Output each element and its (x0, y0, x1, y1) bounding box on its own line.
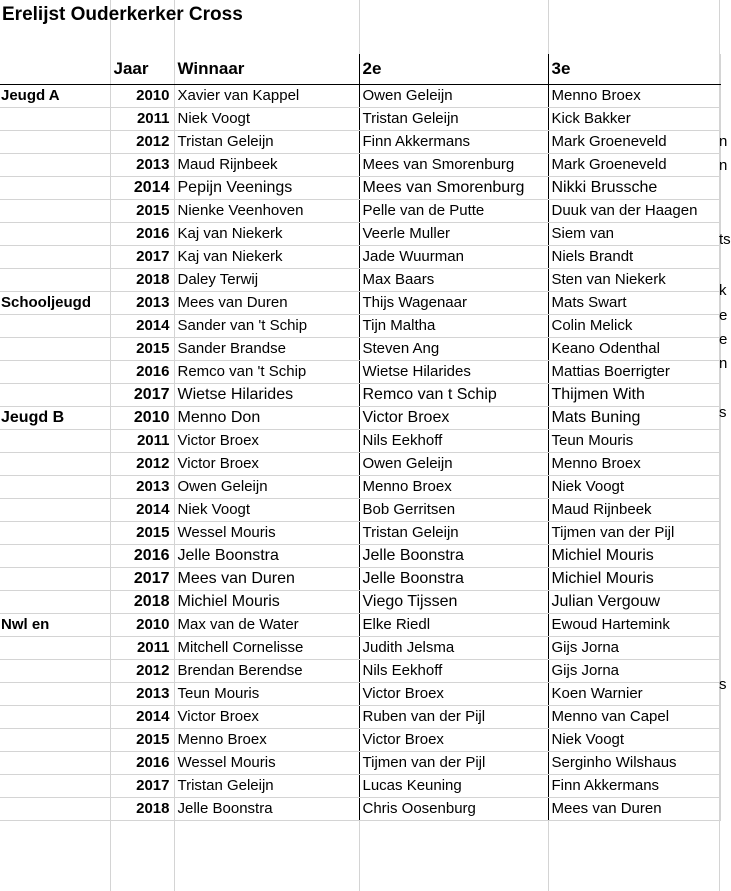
third-place-cell[interactable]: Niek Voogt (548, 728, 720, 751)
third-place-cell[interactable]: Keano Odenthal (548, 337, 720, 360)
year-cell[interactable]: 2016 (110, 222, 174, 245)
winner-cell[interactable]: Victor Broex (174, 452, 359, 475)
table-row (0, 360, 720, 383)
year-cell[interactable]: 2016 (110, 544, 174, 567)
second-place-cell[interactable]: Wietse Hilarides (359, 360, 548, 383)
second-place-cell[interactable]: Victor Broex (359, 728, 548, 751)
year-cell[interactable]: 2012 (110, 452, 174, 475)
winner-cell[interactable]: Xavier van Kappel (174, 84, 359, 107)
table-row (0, 682, 720, 705)
winner-cell[interactable]: Niek Voogt (174, 107, 359, 130)
second-place-cell[interactable]: Lucas Keuning (359, 774, 548, 797)
year-cell[interactable]: 2014 (110, 498, 174, 521)
year-cell[interactable]: 2011 (110, 636, 174, 659)
second-place-cell[interactable]: Tristan Geleijn (359, 107, 548, 130)
table-row (0, 406, 720, 429)
header-category[interactable] (0, 54, 110, 84)
year-cell[interactable]: 2017 (110, 567, 174, 590)
category-cell[interactable] (0, 659, 110, 682)
year-cell[interactable]: 2018 (110, 590, 174, 613)
edge-fragment: n (719, 355, 728, 372)
category-cell[interactable]: Jeugd A (0, 84, 110, 107)
second-place-cell[interactable]: Finn Akkermans (359, 130, 548, 153)
table-row (0, 613, 720, 636)
category-cell[interactable] (0, 314, 110, 337)
third-place-cell[interactable]: Serginho Wilshaus (548, 751, 720, 774)
category-cell[interactable] (0, 774, 110, 797)
edge-fragment: ts (719, 231, 731, 248)
winner-cell[interactable]: Owen Geleijn (174, 475, 359, 498)
category-cell[interactable] (0, 153, 110, 176)
category-cell[interactable] (0, 682, 110, 705)
second-place-cell[interactable]: Jelle Boonstra (359, 567, 548, 590)
third-place-cell[interactable]: Duuk van der Haagen (548, 199, 720, 222)
year-cell[interactable]: 2017 (110, 774, 174, 797)
winner-cell[interactable]: Menno Don (174, 406, 359, 429)
edge-fragment: n (719, 133, 728, 150)
second-place-cell[interactable]: Nils Eekhoff (359, 659, 548, 682)
edge-fragment: k (719, 282, 727, 299)
winner-cell[interactable]: Daley Terwij (174, 268, 359, 291)
edge-fragment: n (719, 157, 728, 174)
third-place-cell[interactable]: Julian Vergouw (548, 590, 720, 613)
table-row (0, 130, 720, 153)
edge-fragment: e (719, 331, 728, 348)
winner-cell[interactable]: Jelle Boonstra (174, 544, 359, 567)
category-cell[interactable] (0, 544, 110, 567)
winner-cell[interactable]: Maud Rijnbeek (174, 153, 359, 176)
category-cell[interactable] (0, 383, 110, 406)
winner-cell[interactable]: Max van de Water (174, 613, 359, 636)
category-cell[interactable] (0, 360, 110, 383)
category-cell[interactable]: Nwl en (0, 613, 110, 636)
third-place-cell[interactable]: Mattias Boerrigter (548, 360, 720, 383)
third-place-cell[interactable]: Ewoud Hartemink (548, 613, 720, 636)
winner-cell[interactable]: Nienke Veenhoven (174, 199, 359, 222)
edge-fragment: e (719, 307, 728, 324)
year-cell[interactable]: 2014 (110, 176, 174, 199)
table-row (0, 153, 720, 176)
third-place-cell[interactable]: Koen Warnier (548, 682, 720, 705)
category-cell[interactable] (0, 797, 110, 820)
third-place-cell[interactable]: Menno Broex (548, 84, 720, 107)
table-row (0, 84, 720, 107)
winner-cell[interactable]: Mees van Duren (174, 567, 359, 590)
winner-cell[interactable]: Brendan Berendse (174, 659, 359, 682)
winner-cell[interactable]: Teun Mouris (174, 682, 359, 705)
table-row (0, 337, 720, 360)
second-place-cell[interactable]: Tristan Geleijn (359, 521, 548, 544)
second-place-cell[interactable]: Tijn Maltha (359, 314, 548, 337)
second-place-cell[interactable]: Owen Geleijn (359, 84, 548, 107)
third-place-cell[interactable]: Mark Groeneveld (548, 130, 720, 153)
second-place-cell[interactable]: Remco van t Schip (359, 383, 548, 406)
year-cell[interactable]: 2016 (110, 360, 174, 383)
table-row (0, 107, 720, 130)
third-place-cell[interactable]: Siem van (548, 222, 720, 245)
second-place-cell[interactable]: Max Baars (359, 268, 548, 291)
winner-cell[interactable]: Mees van Duren (174, 291, 359, 314)
table-row (0, 797, 720, 820)
third-place-cell[interactable]: Maud Rijnbeek (548, 498, 720, 521)
year-cell[interactable]: 2013 (110, 682, 174, 705)
winner-cell[interactable]: Remco van 't Schip (174, 360, 359, 383)
year-cell[interactable]: 2016 (110, 751, 174, 774)
third-place-cell[interactable]: Thijmen With (548, 383, 720, 406)
table-row (0, 659, 720, 682)
second-place-cell[interactable]: Thijs Wagenaar (359, 291, 548, 314)
winner-cell[interactable]: Sander van 't Schip (174, 314, 359, 337)
category-cell[interactable] (0, 222, 110, 245)
winner-cell[interactable]: Wessel Mouris (174, 521, 359, 544)
third-place-cell[interactable]: Menno Broex (548, 452, 720, 475)
category-cell[interactable] (0, 498, 110, 521)
year-cell[interactable]: 2015 (110, 199, 174, 222)
year-cell[interactable]: 2018 (110, 268, 174, 291)
table-row (0, 521, 720, 544)
year-cell[interactable]: 2014 (110, 705, 174, 728)
third-place-cell[interactable]: Gijs Jorna (548, 659, 720, 682)
third-place-cell[interactable]: Mats Swart (548, 291, 720, 314)
table-row (0, 705, 720, 728)
year-cell[interactable]: 2018 (110, 797, 174, 820)
year-cell[interactable]: 2010 (110, 84, 174, 107)
third-place-cell[interactable]: Menno van Capel (548, 705, 720, 728)
category-cell[interactable] (0, 636, 110, 659)
winner-cell[interactable]: Michiel Mouris (174, 590, 359, 613)
second-place-cell[interactable]: Jelle Boonstra (359, 544, 548, 567)
year-cell[interactable]: 2015 (110, 728, 174, 751)
winner-cell[interactable]: Jelle Boonstra (174, 797, 359, 820)
table-row (0, 245, 720, 268)
category-cell[interactable] (0, 728, 110, 751)
winner-cell[interactable]: Mitchell Cornelisse (174, 636, 359, 659)
second-place-cell[interactable]: Victor Broex (359, 406, 548, 429)
category-cell[interactable] (0, 337, 110, 360)
third-place-cell[interactable]: Michiel Mouris (548, 544, 720, 567)
second-place-cell[interactable]: Bob Gerritsen (359, 498, 548, 521)
year-cell[interactable]: 2014 (110, 314, 174, 337)
year-cell[interactable]: 2012 (110, 659, 174, 682)
year-cell[interactable]: 2012 (110, 130, 174, 153)
table-row (0, 268, 720, 291)
third-place-cell[interactable]: Sten van Niekerk (548, 268, 720, 291)
third-place-cell[interactable]: Mees van Duren (548, 797, 720, 820)
second-place-cell[interactable]: Veerle Muller (359, 222, 548, 245)
second-place-cell[interactable]: Viego Tijssen (359, 590, 548, 613)
winner-cell[interactable]: Victor Broex (174, 705, 359, 728)
table-row (0, 498, 720, 521)
table-row (0, 636, 720, 659)
winner-cell[interactable]: Victor Broex (174, 429, 359, 452)
table-row (0, 751, 720, 774)
winner-cell[interactable]: Niek Voogt (174, 498, 359, 521)
table-row (0, 544, 720, 567)
third-place-cell[interactable]: Kick Bakker (548, 107, 720, 130)
second-place-cell[interactable]: Judith Jelsma (359, 636, 548, 659)
third-place-cell[interactable]: Colin Melick (548, 314, 720, 337)
table-row (0, 429, 720, 452)
third-place-cell[interactable]: Finn Akkermans (548, 774, 720, 797)
third-place-cell[interactable]: Gijs Jorna (548, 636, 720, 659)
year-cell[interactable]: 2017 (110, 383, 174, 406)
table-row (0, 291, 720, 314)
third-place-cell[interactable]: Mats Buning (548, 406, 720, 429)
table-row (0, 590, 720, 613)
table-row (0, 728, 720, 751)
table-row (0, 176, 720, 199)
category-cell[interactable] (0, 751, 110, 774)
table-row (0, 199, 720, 222)
category-cell[interactable] (0, 567, 110, 590)
header-3e[interactable]: 3e (548, 54, 720, 84)
winner-cell[interactable]: Tristan Geleijn (174, 130, 359, 153)
honor-roll-table (0, 54, 721, 821)
third-place-cell[interactable]: Nikki Brussche (548, 176, 720, 199)
third-place-cell[interactable]: Michiel Mouris (548, 567, 720, 590)
second-place-cell[interactable]: Mees van Smorenburg (359, 153, 548, 176)
third-place-cell[interactable]: Mark Groeneveld (548, 153, 720, 176)
category-cell[interactable] (0, 130, 110, 153)
year-cell[interactable]: 2010 (110, 613, 174, 636)
category-cell[interactable] (0, 176, 110, 199)
category-cell[interactable]: Jeugd B (0, 406, 110, 429)
year-cell[interactable]: 2010 (110, 406, 174, 429)
third-place-cell[interactable]: Niels Brandt (548, 245, 720, 268)
category-cell[interactable] (0, 452, 110, 475)
table-row (0, 314, 720, 337)
winner-cell[interactable]: Kaj van Niekerk (174, 222, 359, 245)
year-cell[interactable]: 2013 (110, 153, 174, 176)
winner-cell[interactable]: Wessel Mouris (174, 751, 359, 774)
winner-cell[interactable]: Kaj van Niekerk (174, 245, 359, 268)
third-place-cell[interactable]: Teun Mouris (548, 429, 720, 452)
table-row (0, 452, 720, 475)
second-place-cell[interactable]: Jade Wuurman (359, 245, 548, 268)
year-cell[interactable]: 2013 (110, 291, 174, 314)
category-cell[interactable]: Schooljeugd (0, 291, 110, 314)
second-place-cell[interactable]: Tijmen van der Pijl (359, 751, 548, 774)
second-place-cell[interactable]: Elke Riedl (359, 613, 548, 636)
category-cell[interactable] (0, 590, 110, 613)
second-place-cell[interactable]: Owen Geleijn (359, 452, 548, 475)
category-cell[interactable] (0, 429, 110, 452)
second-place-cell[interactable]: Nils Eekhoff (359, 429, 548, 452)
third-place-cell[interactable]: Niek Voogt (548, 475, 720, 498)
table-row (0, 567, 720, 590)
category-cell[interactable] (0, 705, 110, 728)
category-cell[interactable] (0, 268, 110, 291)
winner-cell[interactable]: Sander Brandse (174, 337, 359, 360)
table-row (0, 475, 720, 498)
header-row (0, 54, 720, 84)
year-cell[interactable]: 2011 (110, 429, 174, 452)
edge-fragment: s (719, 676, 727, 693)
third-place-cell[interactable]: Tijmen van der Pijl (548, 521, 720, 544)
year-cell[interactable]: 2013 (110, 475, 174, 498)
header-winnaar[interactable]: Winnaar (174, 54, 359, 84)
category-cell[interactable] (0, 521, 110, 544)
year-cell[interactable]: 2011 (110, 107, 174, 130)
category-cell[interactable] (0, 107, 110, 130)
category-cell[interactable] (0, 199, 110, 222)
header-2e[interactable]: 2e (359, 54, 548, 84)
winner-cell[interactable]: Tristan Geleijn (174, 774, 359, 797)
second-place-cell[interactable]: Mees van Smorenburg (359, 176, 548, 199)
year-cell[interactable]: 2015 (110, 521, 174, 544)
year-cell[interactable]: 2015 (110, 337, 174, 360)
table-row (0, 222, 720, 245)
winner-cell[interactable]: Menno Broex (174, 728, 359, 751)
table-row (0, 774, 720, 797)
edge-fragment: s (719, 404, 727, 421)
second-place-cell[interactable]: Steven Ang (359, 337, 548, 360)
second-place-cell[interactable]: Victor Broex (359, 682, 548, 705)
category-cell[interactable] (0, 245, 110, 268)
sheet-title[interactable]: Erelijst Ouderkerker Cross (2, 4, 243, 25)
second-place-cell[interactable]: Chris Oosenburg (359, 797, 548, 820)
second-place-cell[interactable]: Menno Broex (359, 475, 548, 498)
second-place-cell[interactable]: Pelle van de Putte (359, 199, 548, 222)
second-place-cell[interactable]: Ruben van der Pijl (359, 705, 548, 728)
year-cell[interactable]: 2017 (110, 245, 174, 268)
header-jaar[interactable]: Jaar (110, 54, 174, 84)
winner-cell[interactable]: Pepijn Veenings (174, 176, 359, 199)
winner-cell[interactable]: Wietse Hilarides (174, 383, 359, 406)
table-row (0, 383, 720, 406)
category-cell[interactable] (0, 475, 110, 498)
